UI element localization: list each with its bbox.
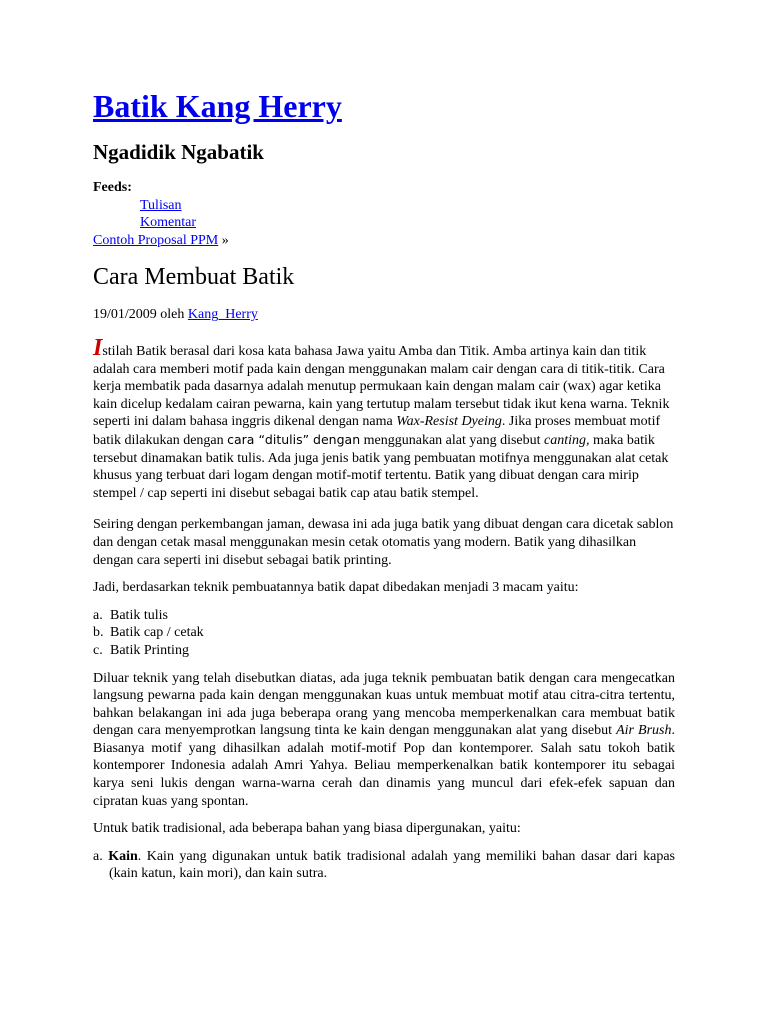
spacer (93, 810, 675, 820)
paragraph-intro (93, 335, 675, 502)
material-item-kain (93, 848, 675, 883)
list-item (93, 624, 675, 642)
list-item (93, 642, 675, 660)
intro-italic-wax: Wax-Resist Dyeing (396, 414, 502, 430)
post-author-link[interactable]: Kang_Herry (187, 307, 258, 322)
post-meta (93, 306, 258, 324)
list-item-text: Batik tulis (110, 607, 168, 623)
breadcrumb-link[interactable]: Contoh Proposal PPM (93, 232, 219, 248)
intro-text-1: stilah Batik berasal dari kosa kata bahasa Jawa yaitu Amba dan Titik. Amba artinya kain dan titik adalah cara memberi motif pada kain dengan menggunakan malam cair dengan cara di titik-titik. Cara kerja membatik pada dasarnya adalah menutup permukaan kain dengan malam cair (wax) agar ketika kain dicelup kedalam cairan pewarna, kain yang tertutup malam tersebut tidak ikut kena warna. Teknik seperti ini dalam bahasa inggris dikenal dengan nama (93, 344, 670, 430)
intro-text-2: . Jika proses membuat motif batik dilakukan dengan (93, 414, 661, 448)
site-title-link[interactable]: Batik Kang Herry (93, 88, 342, 124)
spacer (93, 597, 675, 607)
post-by: oleh (156, 307, 188, 322)
list-marker: c. (93, 642, 103, 658)
breadcrumb (93, 232, 229, 250)
spacer (93, 569, 675, 579)
spacer (93, 838, 675, 848)
list-marker: a. (93, 607, 103, 623)
feeds-section (93, 179, 229, 249)
breadcrumb-separator: » (218, 232, 229, 248)
techniques-text-2: . Biasanya motif yang dihasilkan adalah motif-motif Pop dan kontemporer. Salah satu tokoh batik kontemporer Indonesia adalah Amri Yahya. Beliau memperkenalkan batik kontemporer itu sebagai karya seni lukis dengan warna-warna cerah dan dinamis yang muncul dari efek-efek sapuan dan cipratan kuas yang spontan. (93, 723, 675, 809)
paragraph-types-intro: Jadi, berdasarkan teknik pembuatannya batik dapat dibedakan menjadi 3 macam yaitu: (93, 580, 579, 596)
feed-link-komentar[interactable]: Komentar (140, 215, 196, 230)
paragraph-materials-intro: Untuk batik tradisional, ada beberapa bahan yang biasa dipergunakan, yaitu: (93, 821, 521, 837)
post-title: Cara Membuat Batik (93, 264, 295, 290)
intro-text-4: maka batik tersebut dinamakan batik tulis. Ada juga jenis batik yang pembuatan motifnya menggunakan alat cetak khusus yang terbuat dari logam dengan motif-motif tertentu. Batik yang dibuat dengan cara mirip stempel / cap seperti ini disebut sebagai batik cap atau batik stempel. (93, 432, 669, 501)
techniques-italic-airbrush: Air Brush (616, 723, 672, 739)
intro-italic-canting: canting, (544, 432, 590, 448)
intro-text-3: menggunakan alat yang disebut (360, 432, 545, 448)
intro-mono-ditulis: cara “ditulis” dengan (227, 431, 361, 447)
post-body (93, 335, 675, 883)
paragraph-techniques (93, 670, 675, 811)
spacer (93, 502, 675, 516)
drop-cap: I (93, 335, 103, 361)
paragraph-printing: Seiring dengan perkembangan jaman, dewasa ini ada juga batik yang dibuat dengan cara dicetak sablon dan dengan cetak masal menggunakan mesin cetak otomatis yang modern. Batik yang dihasilkan dengan cara seperti ini disebut sebagai batik printing. (93, 517, 674, 568)
material-term: Kain (108, 848, 138, 864)
post-date: 19/01/2009 (93, 307, 157, 322)
site-tagline: Ngadidik Ngabatik (93, 140, 264, 164)
feeds-label: Feeds: (93, 180, 132, 195)
list-item-text: Batik Printing (110, 642, 189, 658)
list-item (93, 607, 675, 625)
techniques-text-1: Diluar teknik yang telah disebutkan diatas, ada juga teknik pembuatan batik dengan cara mengecatkan langsung pewarna pada kain dengan menggunakan kuas untuk membuat motif atau citra-citra tertentu, bahkan belakangan ini ada juga beberapa orang yang mencoba memperkenalkan cara membuat batik dengan cara menyemprotkan langsung tinta ke kain dengan menggunakan alat yang disebut (93, 670, 675, 739)
feed-item-tulisan (93, 197, 229, 215)
list-marker: b. (93, 625, 104, 641)
list-item-text: Batik cap / cetak (110, 625, 204, 641)
feed-item-komentar (93, 214, 229, 232)
batik-types-list (93, 607, 675, 660)
feed-link-tulisan[interactable]: Tulisan (140, 197, 182, 213)
material-text: . Kain yang digunakan untuk batik tradisional adalah yang memiliki bahan dasar dari kapas (kain katun, kain mori), dan kain sutra. (109, 848, 675, 882)
site-title (93, 86, 342, 126)
material-marker: a. (93, 848, 103, 864)
spacer (93, 660, 675, 670)
